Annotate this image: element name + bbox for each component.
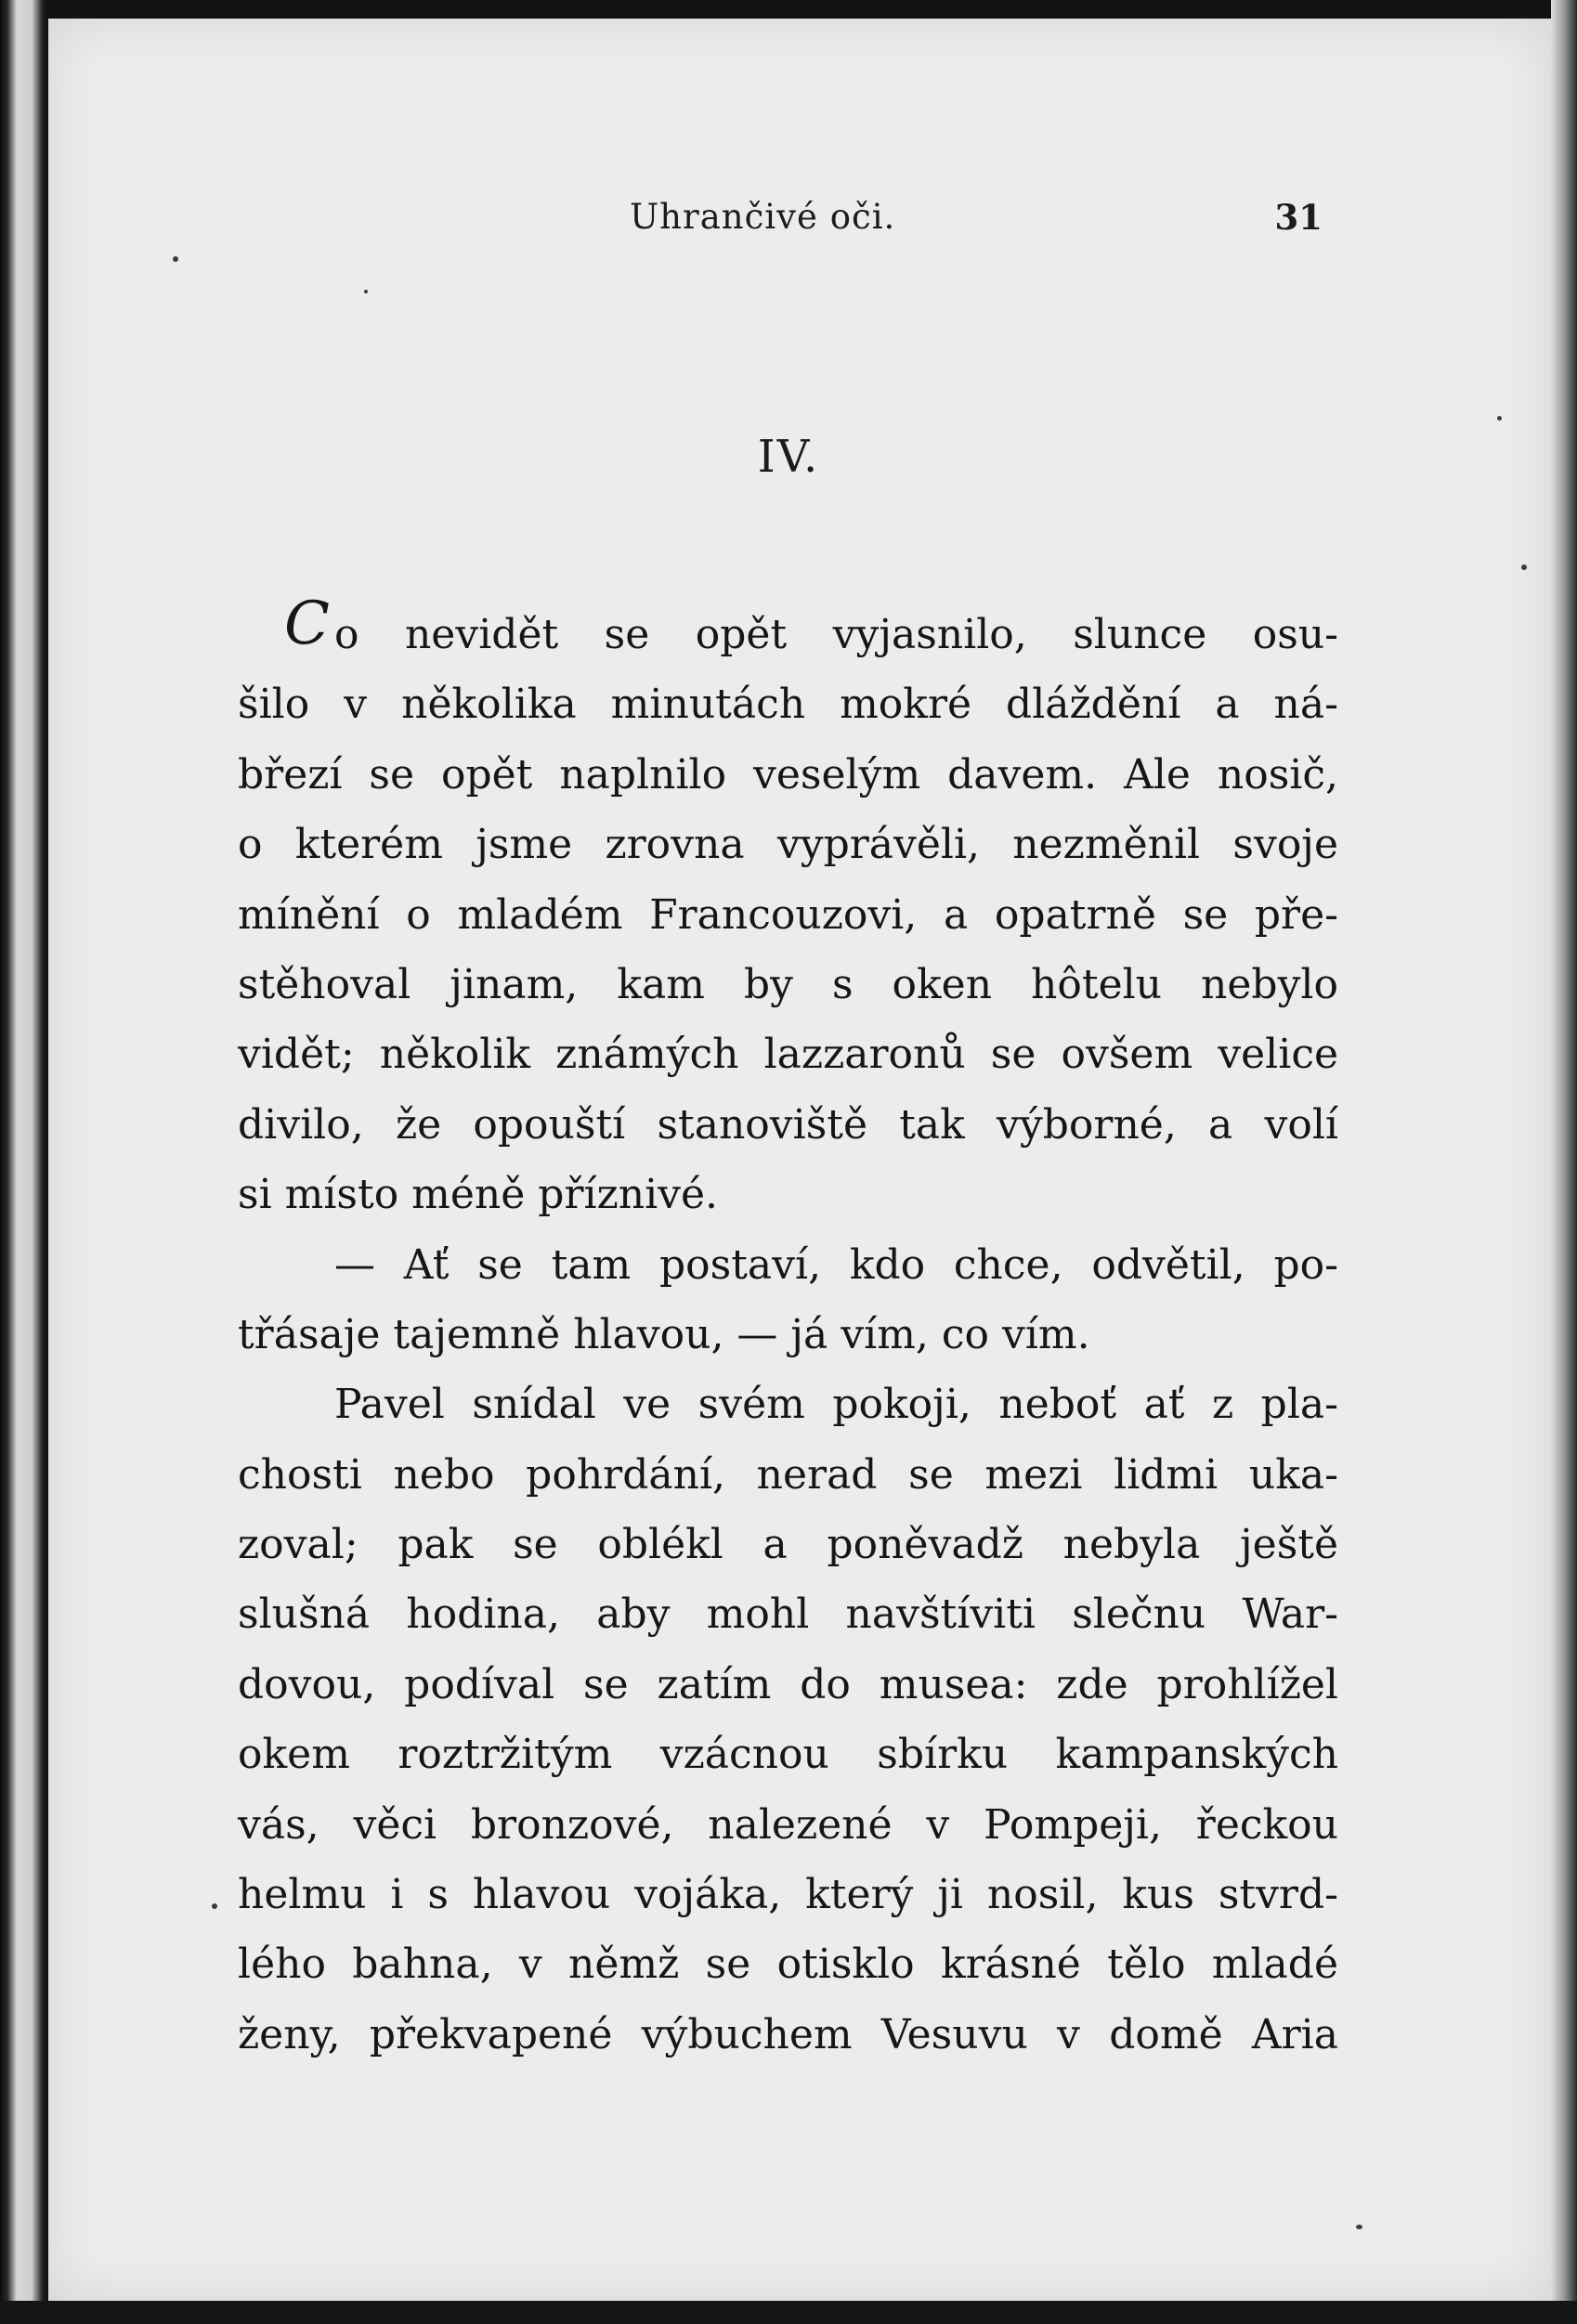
text-line: mínění o mladém Francouzovi, a opatrně se pře- <box>238 890 1338 939</box>
scan-top-edge <box>0 0 1577 19</box>
scan-speck <box>1521 565 1527 570</box>
scan-speck <box>1356 2225 1362 2229</box>
text-line: si místo méně příznivé. <box>238 1171 719 1219</box>
book-spine-edge <box>0 0 48 2324</box>
text-line: březí se opět naplnilo veselým davem. Ale nosič, <box>238 750 1338 798</box>
scan-speck <box>173 256 178 262</box>
scan-speck <box>212 1903 217 1909</box>
text-line: okem roztržitým vzácnou sbírku kampanských <box>238 1731 1338 1779</box>
scan-bottom-edge <box>0 2301 1577 2324</box>
text-line: zoval; pak se oblékl a poněvadž nebyla ještě <box>238 1521 1338 1569</box>
text-line: lého bahna, v němž se otisklo krásné tělo mladé <box>238 1941 1338 1989</box>
text-line: Pavel snídal ve svém pokoji, neboť ať z pla- <box>334 1381 1338 1429</box>
body-text <box>238 590 1338 2070</box>
text-line: stěhoval jinam, kam by s oken hôtelu nebylo <box>238 960 1338 1008</box>
text-line: divilo, že opouští stanoviště tak výborné, a volí <box>238 1100 1338 1149</box>
text-line: třásaje tajemně hlavou, — já vím, co vím. <box>238 1310 1090 1358</box>
scan-speck <box>364 290 368 293</box>
text-line: ženy, překvapené výbuchem Vesuvu v domě Aria <box>238 2010 1338 2058</box>
text-line: chosti nebo pohrdání, nerad se mezi lidmi uka- <box>238 1450 1338 1499</box>
scan-right-edge <box>1551 0 1577 2324</box>
text-line: slušná hodina, aby mohl navštíviti slečnu War- <box>238 1590 1338 1639</box>
text-line: o kterém jsme zrovna vyprávěli, nezměnil svoje <box>238 821 1338 869</box>
text-line: vidět; několik známých lazzaronů se ovšem velice <box>238 1031 1338 1079</box>
running-title: Uhrančivé oči. <box>630 197 896 237</box>
drop-capital: C <box>284 590 330 658</box>
chapter-heading: IV. <box>757 431 820 483</box>
text-line: dovou, podíval se zatím do musea: zde prohlížel <box>238 1660 1338 1708</box>
text-line: C o nevidět se opět vyjasnilo, slunce osu- <box>284 590 1338 658</box>
text-line: — Ať se tam postaví, kdo chce, odvětil, po- <box>334 1240 1338 1289</box>
text-line: vás, věci bronzové, nalezené v Pompeji, řeckou <box>238 1800 1338 1849</box>
text-line: šilo v několika minutách mokré dláždění a ná- <box>238 681 1338 729</box>
page-number: 31 <box>1274 197 1323 238</box>
scan-speck <box>1497 416 1502 421</box>
text-line: helmu i s hlavou vojáka, který ji nosil, kus stvrd- <box>238 1871 1338 1919</box>
page-header <box>240 197 1336 243</box>
